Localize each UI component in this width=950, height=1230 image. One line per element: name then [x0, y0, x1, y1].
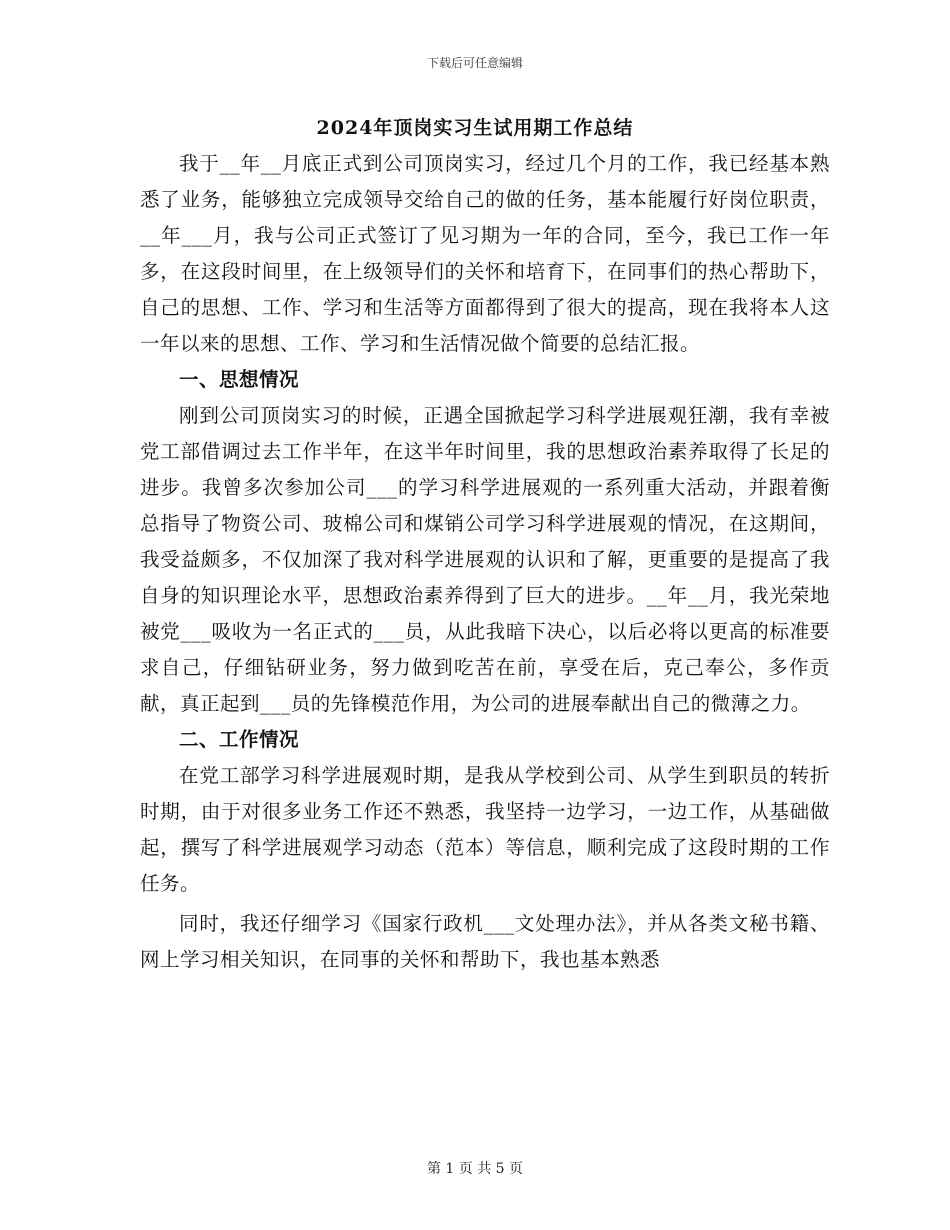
document-body	[140, 146, 830, 978]
intro-paragraph: 我于__年__月底正式到公司顶岗实习，经过几个月的工作，我已经基本熟悉了业务，能够独立完成领导交给自己的做的任务，基本能履行好岗位职责，__年___月，我与公司正式签订了见习期为一年的合同，至今，我已工作一年多，在这段时间里，在上级领导们的关怀和培育下，在同事们的热心帮助下，自己的思想、工作、学习和生活等方面都得到了很大的提高，现在我将本人这一年以来的思想、工作、学习和生活情况做个简要的总结汇报。	[140, 152, 830, 355]
section-paragraph-work-2: 同时，我还仔细学习《国家行政机___文处理办法》，并从各类文秘书籍、网上学习相关知识，在同事的关怀和帮助下，我也基本熟悉	[140, 912, 830, 971]
page-number: 第 1 页 共 5 页	[426, 1161, 524, 1177]
document-title: 2024年顶岗实习生试用期工作总结	[316, 117, 634, 139]
section-paragraph-work-1: 在党工部学习科学进展观时期，是我从学校到公司、从学生到职员的转折时期，由于对很多业务工作还不熟悉，我坚持一边学习，一边工作，从基础做起，撰写了科学进展观学习动态（范本）等信息，顺利完成了这段时期的工作任务。	[140, 764, 830, 895]
section-heading-thought: 一、思想情况	[179, 368, 300, 391]
section-heading-work: 二、工作情况	[179, 728, 300, 751]
section-paragraph-thought: 刚到公司顶岗实习的时候，正遇全国掀起学习科学进展观狂潮，我有幸被党工部借调过去工作半年，在这半年时间里，我的思想政治素养取得了长足的进步。我曾多次参加公司___的学习科学进展观的一系列重大活动，并跟着衡总指导了物资公司、玻棉公司和煤销公司学习科学进展观的情况，在这期间，我受益颇多，不仅加深了我对科学进展观的认识和了解，更重要的是提高了我自身的知识理论水平，思想政治素养得到了巨大的进步。__年__月，我光荣地被党___吸收为一名正式的___员，从此我暗下决心，以后必将以更高的标准要求自己，仔细钻研业务，努力做到吃苦在前，享受在后，克己奉公，多作贡献，真正起到___员的先锋模范作用，为公司的进展奉献出自己的微薄之力。	[140, 404, 830, 715]
page-header-note: 下载后可任意编辑	[426, 56, 523, 70]
